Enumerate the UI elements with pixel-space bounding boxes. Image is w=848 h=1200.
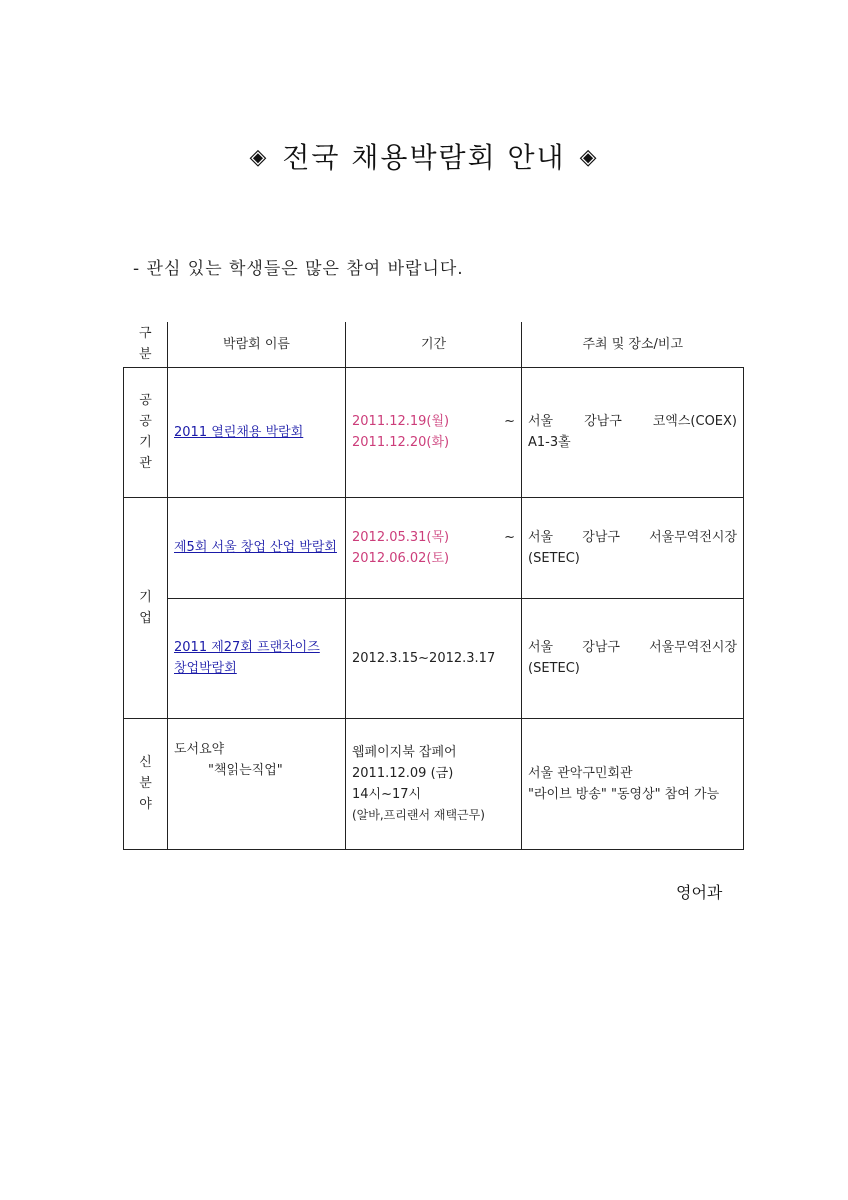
category-cell-company	[124, 497, 168, 718]
period-cell	[346, 718, 522, 849]
host-venue: 코엑스(COEX)	[652, 414, 737, 429]
host-city: 서울	[528, 414, 554, 429]
category-cell-new-field	[124, 718, 168, 849]
host-line2: A1-3홀	[528, 435, 571, 450]
period-cell	[346, 367, 522, 497]
host-venue: 서울무역전시장	[649, 529, 737, 545]
host-line2: (SETEC)	[528, 661, 580, 676]
table-header-row	[124, 322, 744, 367]
fair-name-link[interactable]: 2011 제27회 프랜차이즈 창업박람회	[174, 640, 320, 676]
host-cell	[522, 367, 744, 497]
category-label: 신 분 야	[139, 755, 152, 812]
category-label: 공 공 기 관	[139, 393, 152, 471]
period-start: 2011.12.19(월)	[352, 414, 450, 429]
table-row	[124, 367, 744, 497]
period-line: (알바,프리랜서 재택근무)	[352, 807, 485, 822]
fair-name-cell	[168, 718, 346, 849]
period-cell	[346, 497, 522, 598]
department-signature: 영어과	[676, 883, 723, 902]
host-city: 서울	[528, 529, 554, 545]
period-cell	[346, 598, 522, 718]
header-host: 주최 및 장소/비고	[522, 322, 744, 367]
host-city: 서울	[528, 640, 554, 655]
period-end: 2011.12.20(화)	[352, 435, 450, 450]
period-start: 2012.05.31(목)	[352, 529, 450, 545]
fair-name-line1: 도서요약	[174, 741, 225, 757]
period-line: 2011.12.09 (금)	[352, 765, 454, 781]
header-fair-name: 박람회 이름	[168, 322, 346, 367]
diamond-left-icon: ◈	[249, 145, 269, 170]
host-cell	[522, 598, 744, 718]
host-district: 강남구	[582, 640, 620, 655]
host-venue: 서울무역전시장	[649, 640, 737, 655]
period-end: 2012.06.02(토)	[352, 550, 450, 566]
host-line2: "라이브 방송" "동영상" 참여 가능	[528, 786, 720, 802]
fair-name-cell	[168, 367, 346, 497]
page-title	[0, 136, 848, 176]
page-title-text: 전국 채용박람회 안내	[282, 141, 566, 174]
fair-name-line2: "책읽는직업"	[208, 762, 283, 778]
period-tilde: ~	[504, 414, 515, 429]
fair-name-cell	[168, 598, 346, 718]
header-category	[124, 322, 168, 367]
table-row	[124, 497, 744, 598]
fair-name-cell	[168, 497, 346, 598]
table-row	[124, 598, 744, 718]
category-label: 기 업	[139, 589, 152, 626]
period-line: 14시~17시	[352, 786, 422, 802]
period-tilde: ~	[504, 529, 515, 545]
fair-name-link[interactable]: 제5회 서울 창업 산업 박람회	[174, 540, 337, 555]
page-subtitle: - 관심 있는 학생들은 많은 참여 바랍니다.	[133, 259, 464, 279]
job-fair-table	[123, 322, 744, 850]
period-line: 웹페이지북 잡페어	[352, 744, 457, 760]
host-cell	[522, 718, 744, 849]
header-period: 기간	[346, 322, 522, 367]
fair-name-link[interactable]: 2011 열린채용 박람회	[174, 424, 304, 440]
diamond-right-icon: ◈	[579, 145, 599, 170]
host-line2: (SETEC)	[528, 550, 580, 566]
table-row	[124, 718, 744, 849]
host-district: 강남구	[584, 414, 622, 429]
host-line1: 서울 관악구민회관	[528, 765, 633, 781]
period-range: 2012.3.15~2012.3.17	[352, 650, 496, 666]
category-cell-public	[124, 367, 168, 497]
host-district: 강남구	[582, 529, 620, 545]
header-category-label: 구 분	[138, 326, 152, 363]
host-cell	[522, 497, 744, 598]
